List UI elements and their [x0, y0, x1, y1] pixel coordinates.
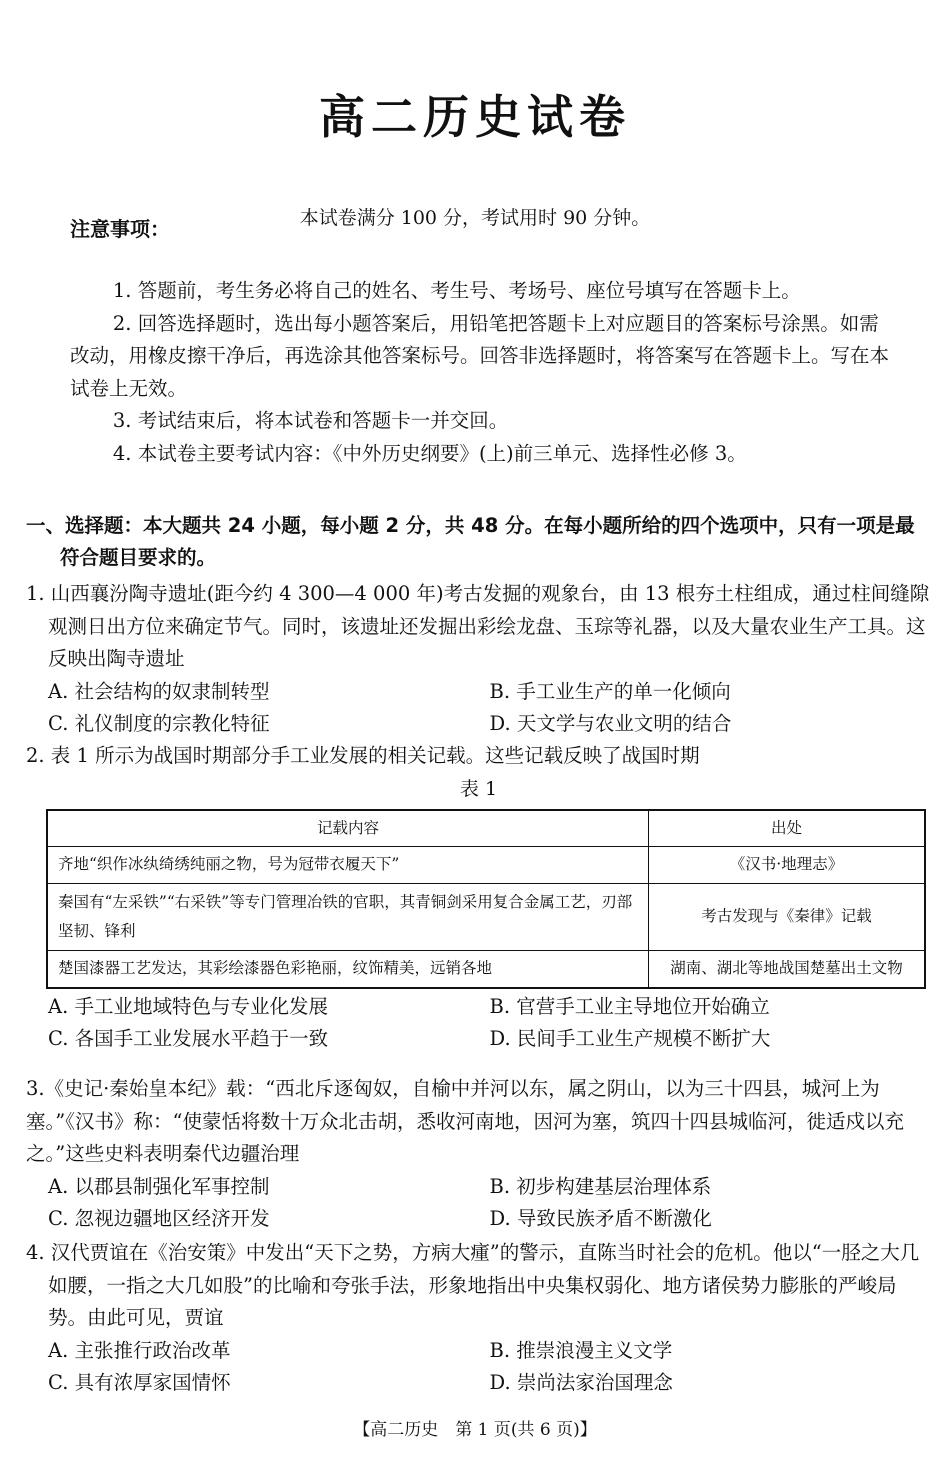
table-row: [47, 846, 925, 883]
table-row: [47, 883, 925, 950]
question-stem: 1. 山西襄汾陶寺遗址(距今约 4 300—4 000 年)考古发掘的观象台，由 13 根夯土柱组成，通过柱间缝隙观测日出方位来确定节气。同时，该遗址还发掘出彩绘龙盘、玉琮等礼器，以及大量农业生产工具。这反映出陶寺遗址: [26, 582, 930, 670]
question-4: [26, 1237, 931, 1400]
page-footer: 【高二历史 第 1 页(共 6 页)】: [353, 1420, 597, 1440]
notice-item: 1. 答题前，考生务必将自己的姓名、考生号、考场号、座位号填写在答题卡上。: [112, 279, 801, 302]
option-d: D. 民间手工业生产规模不断扩大: [489, 1027, 771, 1050]
question-options: [26, 676, 931, 741]
table-cell-content: 齐地“织作冰纨绮绣纯丽之物，号为冠带衣履天下”: [47, 846, 649, 883]
question-1: [26, 578, 931, 741]
question-options: [26, 991, 931, 1056]
question-options: [26, 1335, 931, 1400]
notice-item: 3. 考试结束后，将本试卷和答题卡一并交回。: [112, 409, 509, 432]
table-row: [47, 950, 925, 988]
table-cell-content: 秦国有“左采铁”“右采铁”等专门管理冶铁的官职，其青铜剑采用复合金属工艺，刃部坚韧、锋利: [47, 883, 649, 950]
question-3: [26, 1073, 931, 1236]
option-c: C. 具有浓厚家国情怀: [48, 1371, 231, 1394]
exam-title: 高二历史试卷: [319, 90, 631, 144]
table-caption: 表 1: [459, 777, 498, 800]
option-b: B. 初步构建基层治理体系: [489, 1174, 712, 1198]
table-header-source: 出处: [649, 810, 926, 847]
notice-item: 4. 本试卷主要考试内容：《中外历史纲要》(上)前三单元、选择性必修 3。: [112, 441, 747, 465]
option-b: B. 官营手工业主导地位开始确立: [489, 994, 770, 1018]
exam-intro: 本试卷满分 100 分，考试用时 90 分钟。: [299, 207, 651, 229]
option-c: C. 各国手工业发展水平趋于一致: [48, 1027, 329, 1050]
option-b: B. 手工业生产的单一化倾向: [489, 679, 731, 703]
option-d: D. 天文学与农业文明的结合: [489, 712, 732, 735]
section-heading: 一、选择题：本大题共 24 小题，每小题 2 分，共 48 分。在每小题所给的四个选项中，只有一项是最符合题目要求的。: [26, 514, 915, 569]
option-c: C. 礼仪制度的宗教化特征: [48, 712, 270, 735]
option-a: A. 社会结构的奴隶制转型: [48, 679, 270, 703]
option-d: D. 崇尚法家治国理念: [489, 1371, 673, 1394]
question-stem: 3.《史记·秦始皇本纪》载：“西北斥逐匈奴，自榆中并河以东，属之阴山，以为三十四县，城河上为塞。”《汉书》称：“使蒙恬将数十万众北击胡，悉收河南地，因河为塞，筑四十四县城临河，徙适戍以充之。”这些史料表明秦代边疆治理: [26, 1077, 904, 1165]
question-stem: 2. 表 1 所示为战国时期部分手工业发展的相关记载。这些记载反映了战国时期: [26, 744, 700, 767]
option-c: C. 忽视边疆地区经济开发: [48, 1207, 270, 1230]
question-options: [26, 1171, 931, 1236]
option-d: D. 导致民族矛盾不断激化: [489, 1207, 712, 1230]
table-cell-source: 《汉书·地理志》: [649, 846, 926, 883]
question-2: [26, 740, 931, 1056]
record-table: [46, 809, 926, 989]
option-a: A. 以郡县制强化军事控制: [48, 1174, 270, 1198]
table-header-content: 记载内容: [47, 810, 649, 847]
table-cell-content: 楚国漆器工艺发达，其彩绘漆器色彩艳丽，纹饰精美，远销各地: [47, 950, 649, 988]
notice-item: 2. 回答选择题时，选出每小题答案后，用铅笔把答题卡上对应题目的答案标号涂黑。如需改动，用橡皮擦干净后，再选涂其他答案标号。回答非选择题时，将答案写在答题卡上。写在本试卷上无效。: [70, 311, 890, 400]
option-b: B. 推崇浪漫主义文学: [489, 1338, 673, 1362]
notice-heading: 注意事项：: [70, 217, 170, 241]
option-a: A. 主张推行政治改革: [48, 1338, 231, 1362]
table-cell-source: 考古发现与《秦律》记载: [649, 883, 926, 950]
question-stem: 4. 汉代贾谊在《治安策》中发出“天下之势，方病大瘇”的警示，直陈当时社会的危机。他以“一胫之大几如腰，一指之大几如股”的比喻和夸张手法，形象地指出中央集权弱化、地方诸侯势力膨胀的严峻局势。由此可见，贾谊: [26, 1241, 920, 1329]
option-a: A. 手工业地域特色与专业化发展: [48, 994, 328, 1018]
table-cell-source: 湖南、湖北等地战国楚墓出土文物: [649, 950, 926, 988]
notice-list: [70, 275, 890, 470]
